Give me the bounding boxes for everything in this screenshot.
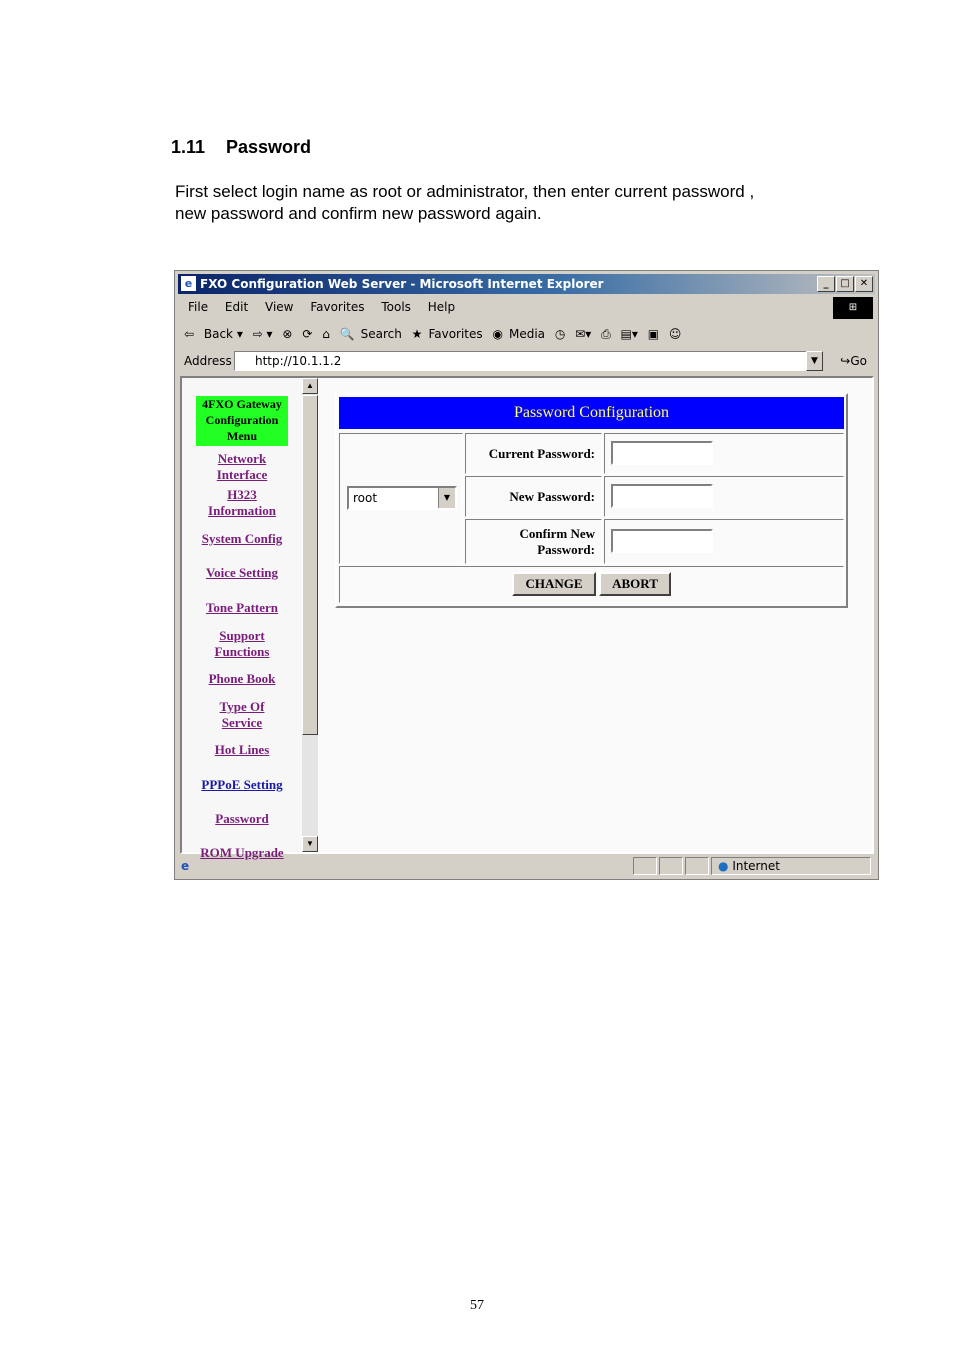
go-label: Go: [850, 354, 867, 368]
nav-link-text: Network: [217, 451, 267, 466]
maximize-icon[interactable]: □: [836, 276, 854, 292]
status-segment: [685, 857, 709, 875]
history-icon[interactable]: ◷: [554, 327, 566, 341]
nav-link-text: H323: [227, 487, 257, 502]
nav-link-text: PPPoE Setting: [201, 777, 283, 792]
menu-header-line: Configuration: [205, 413, 279, 427]
page-content: [180, 376, 874, 860]
nav-type-of-service[interactable]: [182, 699, 302, 731]
status-bar: [178, 856, 875, 876]
close-icon[interactable]: ✕: [855, 276, 873, 292]
minimize-icon[interactable]: _: [817, 276, 835, 292]
button-row: [339, 566, 844, 603]
nav-hot-lines[interactable]: [182, 742, 302, 758]
address-bar: [178, 349, 875, 373]
section-title: Password: [226, 137, 312, 157]
search-label: Search: [360, 327, 402, 341]
toolbar: [178, 322, 875, 346]
page-number: 57: [470, 1298, 484, 1313]
go-button[interactable]: ↪Go: [840, 354, 867, 368]
change-button[interactable]: CHANGE: [512, 572, 596, 596]
nav-link-text: Functions: [214, 644, 270, 659]
nav-pppoe-setting[interactable]: [182, 777, 302, 793]
mail-icon[interactable]: ✉▾: [575, 327, 592, 341]
intro-line-2: new password and confirm new password again.: [175, 204, 542, 223]
current-password-input[interactable]: [611, 441, 713, 465]
scroll-thumb[interactable]: [302, 395, 318, 735]
windows-logo-icon: ⊞: [833, 297, 873, 319]
section-heading: [171, 137, 311, 158]
nav-phone-book[interactable]: [182, 671, 302, 687]
menu-bar: [178, 296, 875, 318]
nav-link-text: ROM Upgrade: [200, 845, 284, 860]
current-password-label: Current Password:: [465, 433, 602, 474]
nav-link-text: Interface: [216, 467, 268, 482]
browser-window: [174, 270, 879, 880]
nav-link-text: Information: [208, 503, 276, 518]
nav-password[interactable]: [182, 811, 302, 827]
refresh-icon[interactable]: ⟳: [302, 327, 313, 341]
panel-title: Password Configuration: [339, 397, 844, 429]
nav-link-text: Voice Setting: [205, 565, 279, 580]
back-button[interactable]: ⇦ Back ▾: [184, 327, 243, 341]
login-select[interactable]: [347, 486, 457, 510]
menu-file[interactable]: File: [188, 300, 209, 314]
new-password-cell: [604, 476, 844, 517]
discuss-icon[interactable]: ▣: [647, 327, 660, 341]
home-icon[interactable]: ⌂: [322, 327, 330, 341]
address-dropdown-icon[interactable]: ▼: [806, 351, 823, 371]
messenger-icon[interactable]: ☺: [668, 327, 682, 341]
menu-view[interactable]: View: [265, 300, 294, 314]
globe-icon: ●: [718, 859, 729, 873]
menu-edit[interactable]: Edit: [224, 300, 249, 314]
menu-tools[interactable]: Tools: [381, 300, 411, 314]
scroll-up-icon[interactable]: ▲: [302, 378, 318, 394]
abort-button[interactable]: ABORT: [599, 572, 671, 596]
nav-frame: [182, 378, 318, 860]
status-segment: [659, 857, 683, 875]
nav-system-config[interactable]: [182, 531, 302, 547]
intro-line-1: First select login name as root or administrator, then enter current password ,: [175, 182, 755, 201]
back-label: Back: [203, 327, 234, 341]
nav-link-text: Support: [219, 628, 265, 643]
scroll-down-icon[interactable]: ▼: [302, 836, 318, 852]
current-password-cell: [604, 433, 844, 474]
nav-voice-setting[interactable]: [182, 565, 302, 581]
nav-link-text: Password: [215, 811, 269, 826]
print-icon[interactable]: ⎙: [601, 327, 611, 341]
ie-icon: e: [181, 276, 196, 291]
window-title: FXO Configuration Web Server - Microsoft Internet Explorer: [200, 277, 604, 291]
nav-link-text: Service: [221, 715, 263, 730]
nav-link-text: Tone Pattern: [205, 600, 279, 615]
media-button[interactable]: ◉ Media: [492, 327, 546, 341]
menu-help[interactable]: Help: [427, 300, 456, 314]
confirm-password-cell: [604, 519, 844, 564]
status-segment: [633, 857, 657, 875]
confirm-password-label: [465, 519, 602, 564]
stop-icon[interactable]: ⊗: [282, 327, 293, 341]
menu-header: [196, 396, 288, 446]
nav-scrollbar[interactable]: [302, 378, 318, 852]
nav-link-text: Type Of: [219, 699, 265, 714]
menu-header-line: Menu: [227, 429, 257, 443]
favorites-button[interactable]: ★ Favorites: [411, 327, 483, 341]
nav-link-text: Hot Lines: [214, 742, 270, 757]
media-label: Media: [508, 327, 546, 341]
status-zone-label: Internet: [732, 859, 780, 873]
password-config-panel: [335, 393, 848, 608]
nav-link-text: System Config: [201, 531, 283, 546]
confirm-label-line: Password:: [537, 541, 595, 557]
page-icon: e: [181, 859, 190, 873]
new-password-label: New Password:: [465, 476, 602, 517]
login-cell: [339, 433, 463, 564]
nav-support-functions[interactable]: [182, 628, 302, 660]
login-select-value: root: [353, 491, 378, 505]
search-button[interactable]: 🔍 Search: [339, 327, 402, 341]
address-input[interactable]: http://10.1.1.2: [234, 351, 823, 371]
chevron-down-icon: ▼: [438, 488, 455, 508]
status-zone: [711, 857, 871, 875]
section-number: 1.11: [171, 137, 206, 157]
favorites-label: Favorites: [428, 327, 483, 341]
nav-tone-pattern[interactable]: [182, 600, 302, 616]
confirm-label-line: Confirm New: [519, 525, 595, 541]
nav-link-text: Phone Book: [208, 671, 276, 686]
menu-favorites[interactable]: Favorites: [310, 300, 365, 314]
intro-paragraph: [175, 181, 855, 225]
edit-icon[interactable]: ▤▾: [620, 327, 638, 341]
address-label: Address: [184, 354, 232, 368]
nav-h323-information[interactable]: [182, 487, 302, 519]
new-password-input[interactable]: [611, 484, 713, 508]
forward-icon[interactable]: ⇨ ▾: [252, 327, 273, 341]
nav-network-interface[interactable]: [182, 451, 302, 483]
title-bar: [178, 274, 875, 294]
menu-header-line: 4FXO Gateway: [202, 397, 282, 411]
confirm-password-input[interactable]: [611, 529, 713, 553]
